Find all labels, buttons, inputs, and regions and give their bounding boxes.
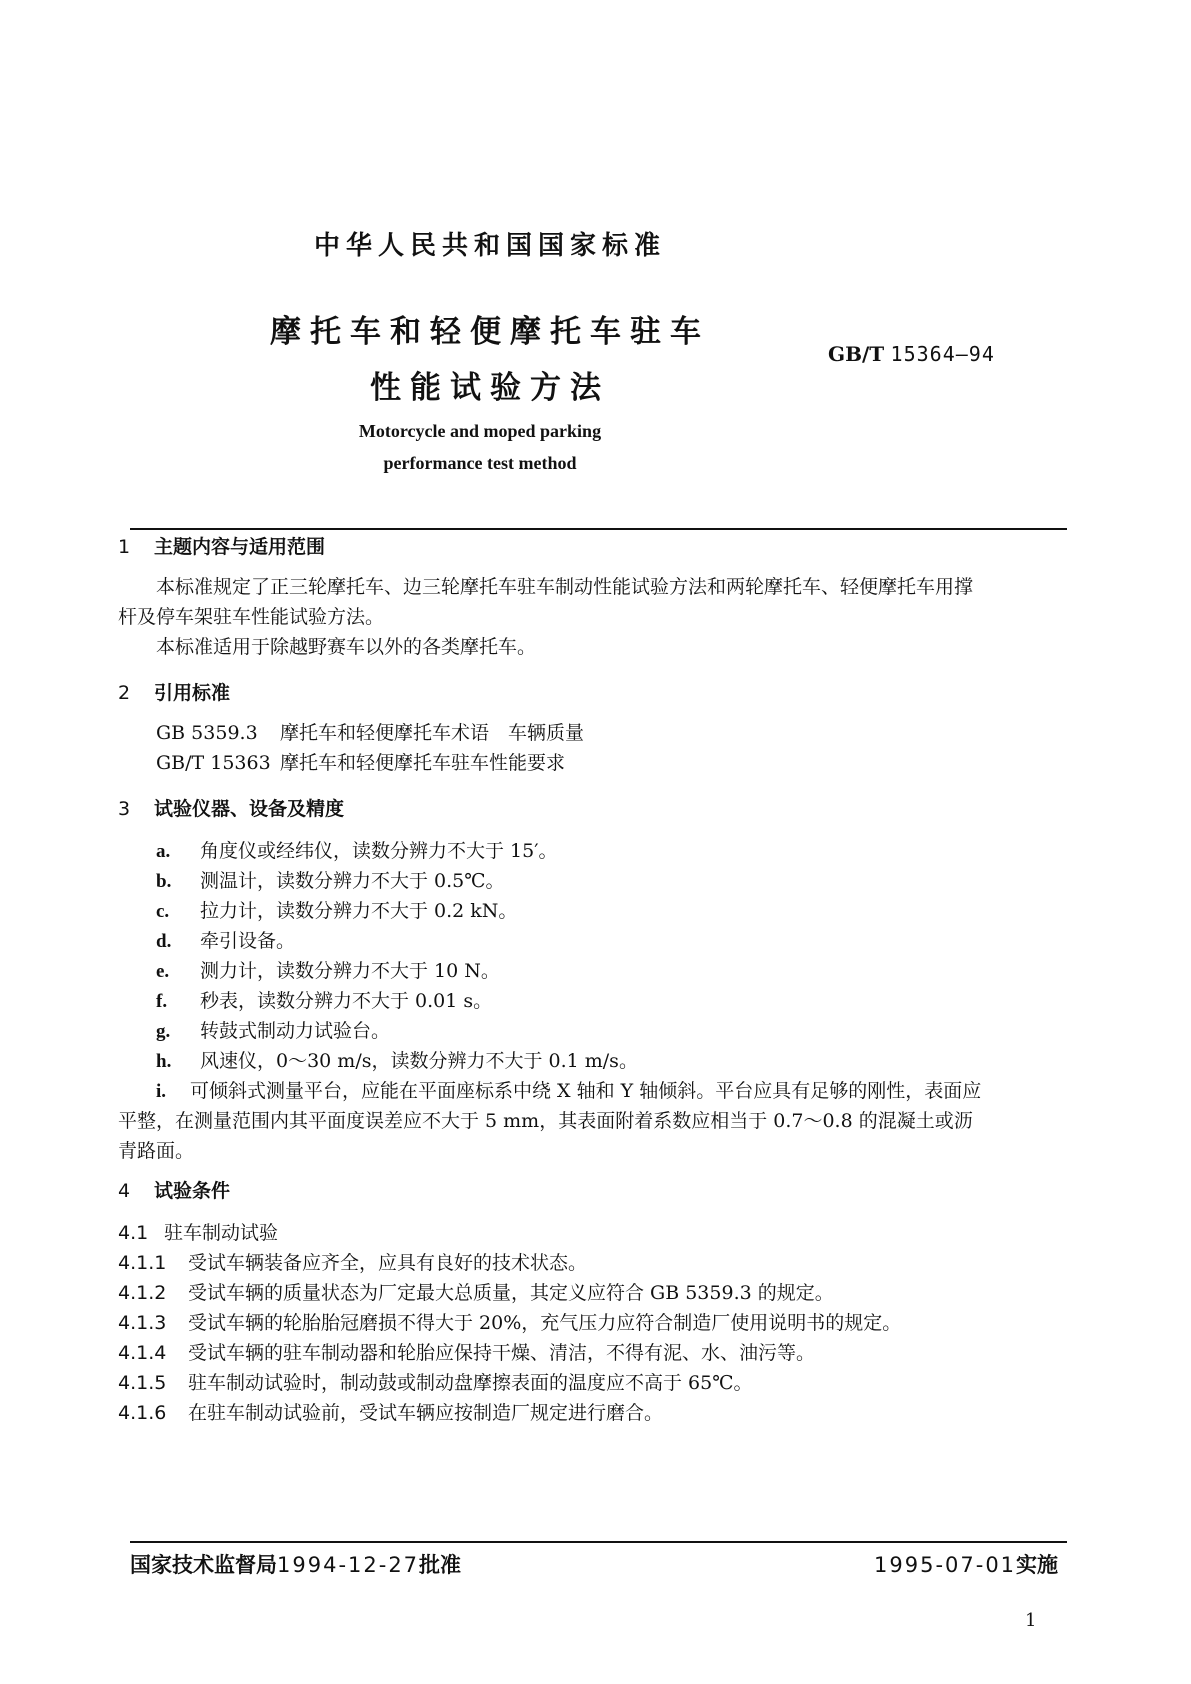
- item-letter: e.: [156, 961, 170, 982]
- reference-item: [156, 748, 565, 778]
- section-3-heading: [118, 794, 344, 821]
- reference-title: 摩托车和轻便摩托车术语 车辆质量: [280, 722, 585, 744]
- clause: [118, 1338, 815, 1368]
- standard-number: [828, 342, 995, 366]
- section-1-paragraph-2: 本标准适用于除越野赛车以外的各类摩托车。: [156, 636, 537, 658]
- section-title: 主题内容与适用范围: [154, 536, 326, 558]
- section-4-heading: [118, 1176, 230, 1203]
- clause: [118, 1308, 901, 1338]
- clause: [118, 1368, 752, 1398]
- equipment-item: [156, 926, 295, 957]
- reference-title: 摩托车和轻便摩托车驻车性能要求: [280, 752, 566, 774]
- subsection-title: 驻车制动试验: [164, 1222, 279, 1244]
- clause-number: 4.1.1: [118, 1252, 167, 1274]
- section-title: 试验仪器、设备及精度: [154, 798, 345, 820]
- item-letter: f.: [156, 991, 168, 1012]
- subsection-heading: [118, 1218, 278, 1248]
- equipment-item: [156, 1016, 390, 1047]
- item-text: 角度仪或经纬仪，读数分辨力不大于 15′。: [200, 840, 558, 862]
- national-standard-heading: 中华人民共和国国家标准: [313, 231, 666, 261]
- approval-suffix: 批准: [419, 1553, 462, 1577]
- equipment-item: [156, 896, 517, 927]
- item-text: 秒表，读数分辨力不大于 0.01 s。: [200, 990, 493, 1012]
- equipment-item-i-line3: 青路面。: [118, 1140, 195, 1162]
- item-letter: h.: [156, 1051, 172, 1072]
- item-text: 测力计，读数分辨力不大于 10 N。: [200, 960, 500, 982]
- equipment-item-i-line2: 平整，在测量范围内其平面度误差应不大于 5 mm，其表面附着系数应相当于 0.7～0.8 的混凝土或沥: [118, 1110, 973, 1132]
- item-text: 可倾斜式测量平台，应能在平面座标系中绕 X 轴和 Y 轴倾斜。平台应具有足够的刚性，表面应: [190, 1080, 982, 1102]
- clause-text: 受试车辆的驻车制动器和轮胎应保持干燥、清洁，不得有泥、水、油污等。: [188, 1342, 816, 1364]
- effective-date: 1995-07-01: [874, 1553, 1017, 1577]
- clause-text: 受试车辆的轮胎胎冠磨损不得大于 20%，充气压力应符合制造厂使用说明书的规定。: [188, 1312, 902, 1334]
- equipment-item: [156, 986, 492, 1017]
- item-text: 转鼓式制动力试验台。: [200, 1020, 391, 1042]
- item-text: 牵引设备。: [200, 930, 296, 952]
- standard-code: 15364—94: [890, 342, 995, 366]
- section-number: 4: [118, 1180, 131, 1202]
- item-text: 风速仪，0～30 m/s，读数分辨力不大于 0.1 m/s。: [200, 1050, 638, 1072]
- clause-number: 4.1.5: [118, 1372, 167, 1394]
- clause: [118, 1278, 834, 1308]
- section-1-heading: [118, 532, 325, 559]
- item-letter: a.: [156, 841, 171, 862]
- equipment-item: [156, 836, 558, 867]
- section-title: 试验条件: [154, 1180, 231, 1202]
- subsection-number: 4.1: [118, 1222, 149, 1244]
- effective-line: [874, 1549, 1058, 1579]
- equipment-item-i-line1: [156, 1076, 981, 1107]
- approver: 国家技术监督局: [130, 1553, 277, 1577]
- item-letter: g.: [156, 1021, 171, 1042]
- equipment-item: [156, 956, 500, 987]
- reference-item: [156, 718, 584, 748]
- section-number: 2: [118, 682, 131, 704]
- clause-text: 受试车辆装备应齐全，应具有良好的技术状态。: [188, 1252, 588, 1274]
- clause-text: 受试车辆的质量状态为厂定最大总质量，其定义应符合 GB 5359.3 的规定。: [188, 1282, 834, 1304]
- item-letter: b.: [156, 871, 172, 892]
- clause: [118, 1398, 663, 1428]
- approval-date: 1994-12-27: [277, 1553, 420, 1577]
- document-title-line2: 性能试验方法: [370, 370, 610, 406]
- section-title: 引用标准: [154, 682, 231, 704]
- page-number: 1: [1025, 1610, 1037, 1631]
- standard-prefix: GB/T: [828, 342, 885, 366]
- clause-number: 4.1.2: [118, 1282, 167, 1304]
- item-letter: i.: [156, 1081, 167, 1102]
- section-1-paragraph-1-line2: 杆及停车架驻车性能试验方法。: [118, 606, 385, 628]
- clause-text: 在驻车制动试验前，受试车辆应按制造厂规定进行磨合。: [188, 1402, 664, 1424]
- clause-text: 驻车制动试验时，制动鼓或制动盘摩擦表面的温度应不高于 65℃。: [188, 1372, 753, 1394]
- document-title-line1: 摩托车和轻便摩托车驻车: [270, 314, 710, 350]
- approval-line: [130, 1549, 461, 1579]
- clause-number: 4.1.4: [118, 1342, 167, 1364]
- section-2-heading: [118, 678, 230, 705]
- item-text: 测温计，读数分辨力不大于 0.5℃。: [200, 870, 505, 892]
- section-number: 1: [118, 536, 131, 558]
- clause: [118, 1248, 587, 1278]
- item-letter: c.: [156, 901, 170, 922]
- header-divider: [130, 528, 1067, 530]
- clause-number: 4.1.6: [118, 1402, 167, 1424]
- item-text: 拉力计，读数分辨力不大于 0.2 kN。: [200, 900, 518, 922]
- english-title-line1: Motorcycle and moped parking: [358, 421, 602, 441]
- reference-code: GB 5359.3: [156, 722, 258, 744]
- footer-divider: [130, 1541, 1067, 1543]
- section-number: 3: [118, 798, 131, 820]
- item-letter: d.: [156, 931, 172, 952]
- clause-number: 4.1.3: [118, 1312, 167, 1334]
- english-title-line2: performance test method: [383, 453, 577, 473]
- equipment-item: [156, 1046, 638, 1077]
- equipment-item: [156, 866, 505, 897]
- section-1-paragraph-1-line1: 本标准规定了正三轮摩托车、边三轮摩托车驻车制动性能试验方法和两轮摩托车、轻便摩托车用撑: [156, 576, 974, 598]
- reference-code: GB/T 15363: [156, 752, 271, 774]
- effective-suffix: 实施: [1016, 1553, 1059, 1577]
